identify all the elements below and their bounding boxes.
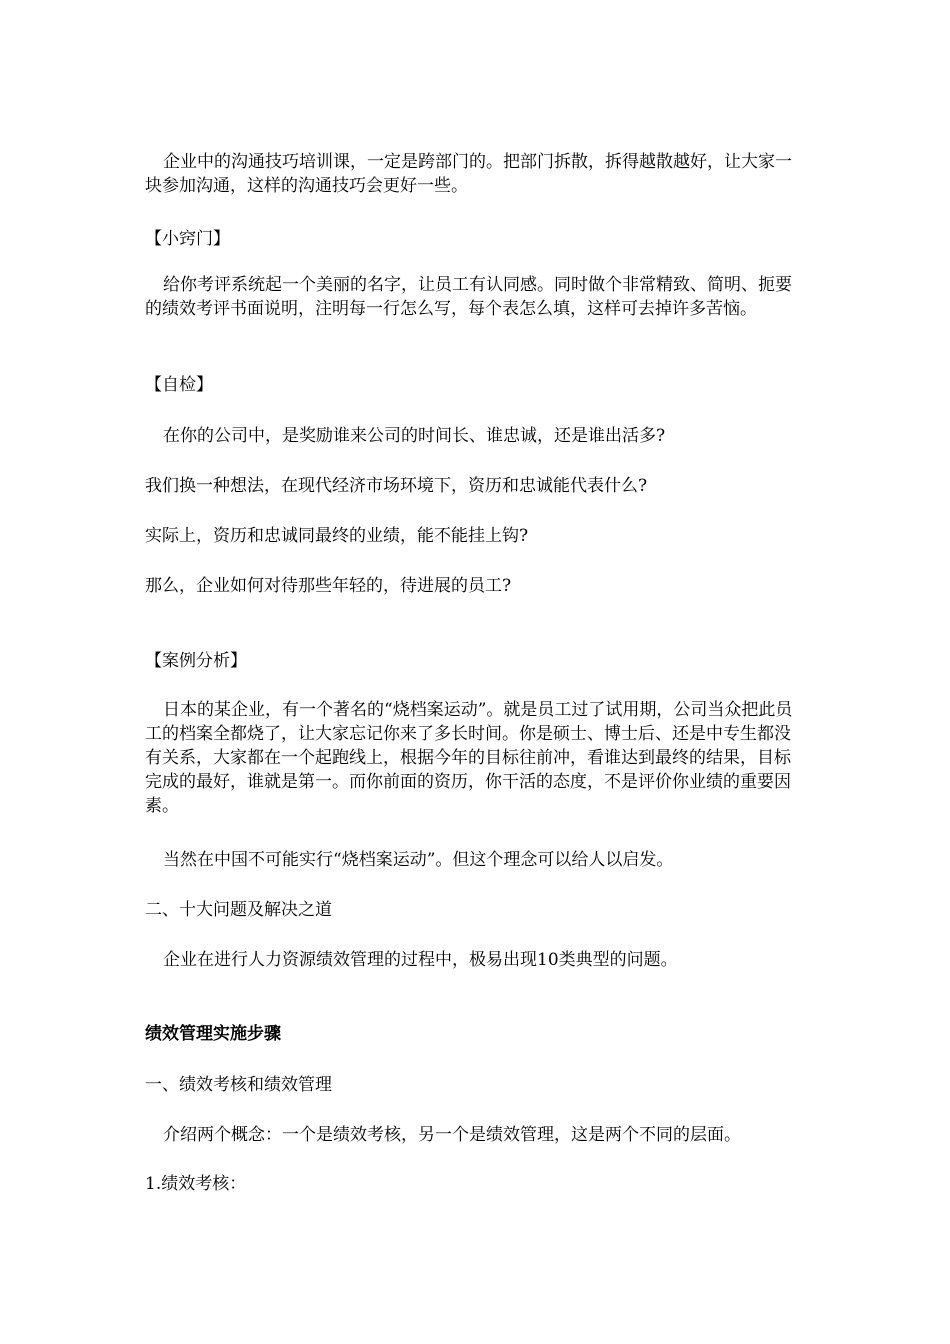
paragraph-tips-body: 给你考评系统起一个美丽的名字，让员工有认同感。同时做个非常精致、简明、扼要的绩效考评书面说明，注明每一行怎么写，每个表怎么填，这样可去掉许多苦恼。 bbox=[145, 275, 792, 319]
heading-appraisal-and-management: 一、绩效考核和绩效管理 bbox=[145, 1075, 332, 1095]
paragraph-self-check-question-2: 我们换一种想法，在现代经济市场环境下，资历和忠诚能代表什么? bbox=[145, 476, 648, 496]
heading-ten-problems: 二、十大问题及解决之道 bbox=[145, 900, 332, 920]
paragraph-self-check-question-4: 那么，企业如何对待那些年轻的，待进展的员工? bbox=[145, 576, 512, 596]
heading-performance-appraisal: 1.绩效考核： bbox=[145, 1174, 247, 1194]
heading-case-analysis: 【案例分析】 bbox=[145, 651, 247, 671]
section-title-implementation-steps: 绩效管理实施步骤 bbox=[145, 1024, 281, 1044]
paragraph-self-check-question-3: 实际上，资历和忠诚同最终的业绩，能不能挂上钩? bbox=[145, 526, 529, 546]
paragraph-ten-problems-intro: 企业在进行人力资源绩效管理的过程中，极易出现10类典型的问题。 bbox=[163, 950, 678, 970]
paragraph-case-conclusion: 当然在中国不可能实行“烧档案运动”。但这个理念可以给人以启发。 bbox=[163, 850, 674, 870]
paragraph-case-analysis-body: 日本的某企业，有一个著名的“烧档案运动”。就是员工过了试用期，公司当众把此员工的档案全都烧了，让大家忘记你来了多长时间。你是硕士、博士后、还是中专生都没有关系，大家都在一个起跑线上，根据今年的目标往前冲，看谁达到最终的结果，目标完成的最好，谁就是第一。而你前面的资历，你干活的态度，不是评价你业绩的重要因素。 bbox=[145, 700, 793, 816]
heading-self-check: 【自检】 bbox=[145, 375, 213, 395]
paragraph-communication-training: 企业中的沟通技巧培训课，一定是跨部门的。把部门拆散，拆得越散越好，让大家一块参加沟通，这样的沟通技巧会更好一些。 bbox=[145, 152, 792, 196]
paragraph-self-check-question-1: 在你的公司中，是奖励谁来公司的时间长、谁忠诚，还是谁出活多? bbox=[163, 426, 666, 446]
heading-tips: 【小窍门】 bbox=[145, 229, 230, 249]
paragraph-two-concepts: 介绍两个概念：一个是绩效考核，另一个是绩效管理，这是两个不同的层面。 bbox=[163, 1125, 741, 1145]
